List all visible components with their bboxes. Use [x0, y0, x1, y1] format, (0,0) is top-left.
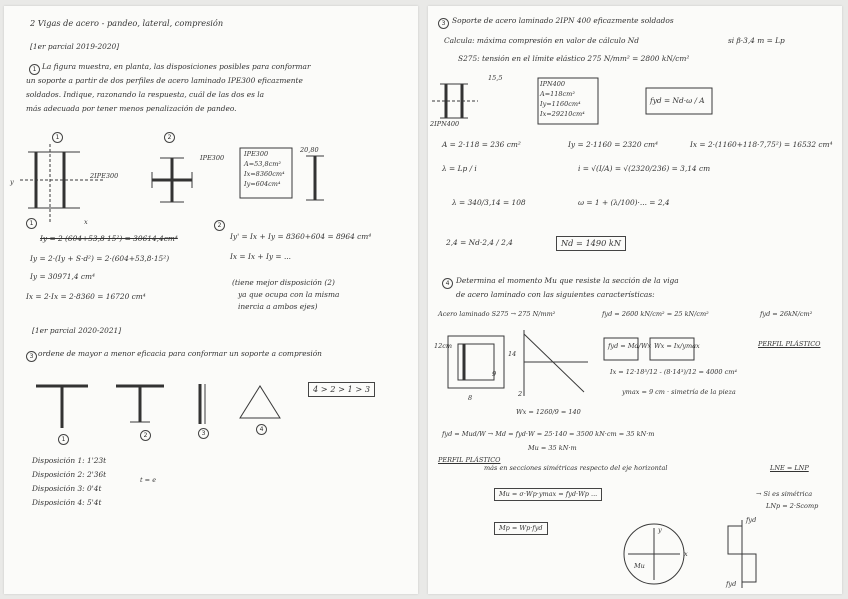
- calc-area: A = 2·118 = 236 cm²: [442, 140, 521, 149]
- ipe-table-row-2: A=53,8cm²: [244, 160, 282, 168]
- ipn-table-row-4: Ix=29210cm⁴: [540, 110, 585, 118]
- calc1-line-3: Ix = 2·Ix = 2·8360 = 16720 cm⁴: [26, 292, 146, 301]
- q4-title-1: Determina el momento Mu que resiste la sección de la viga: [456, 276, 679, 285]
- ipn-dims: 15,5: [488, 74, 503, 82]
- q4-title-2: de acero laminado con las siguientes características:: [456, 290, 655, 299]
- right-q3-line-2-extra: si β·3,4 m = Lp: [728, 36, 785, 45]
- wp-box: Mp = Wp·fyd: [494, 522, 548, 535]
- fig-y-axis-label: y: [10, 178, 14, 186]
- q3-number: 3: [26, 351, 37, 362]
- q1-line-4: más adecuada por tener menos penalización de pandeo.: [26, 104, 237, 113]
- q3-label-3: 3: [198, 428, 209, 439]
- stress-label-bottom: fyd: [726, 580, 737, 588]
- ipn-profile-label: 2IPN400: [430, 120, 460, 128]
- ipn-table-row-2: A=118cm²: [540, 90, 575, 98]
- circle-x-label: x: [684, 550, 688, 558]
- fig1-label: 1: [52, 132, 63, 143]
- disposition-4: Disposición 4: 5'4t: [32, 498, 102, 507]
- q1-line-2: un soporte a partir de dos perfiles de acero laminado IPE300 eficazmente: [26, 76, 303, 85]
- fig1-profile: 2IPE300: [90, 172, 119, 180]
- plastic-diagram: [428, 514, 842, 594]
- ipe-table-row-1: IPE300: [244, 150, 269, 158]
- q4-formula-1: fyd = Md/Wx: [608, 342, 652, 350]
- calc2-marker: 2: [214, 220, 225, 231]
- calc2-line-2: Ix = Ix + Iy = ...: [230, 252, 291, 261]
- section-dim-inner: 14: [508, 350, 517, 358]
- right-q3-title: Soporte de acero laminado 2IPN 400 eficazmente soldados: [452, 16, 674, 25]
- nd-result: Nd = 1490 kN: [556, 236, 626, 251]
- calc1-crossed: Iy = 2·(604+53,8·15²) = 30614,4cm⁴: [40, 234, 178, 243]
- q4-ymax: ymax = 9 cm · simetría de la pieza: [622, 388, 736, 396]
- section-dim-thk: 2: [518, 390, 523, 398]
- conclusion-line-1: (tiene mejor disposición (2): [232, 278, 335, 287]
- calc-slenderness: λ = Lp / i: [442, 164, 477, 173]
- q4-number: 4: [442, 278, 453, 289]
- plastic-label: PERFIL PLÁSTICO: [758, 340, 821, 348]
- fig2-profile: IPE300: [200, 154, 225, 162]
- disposition-1: Disposición 1: 1'23t: [32, 456, 107, 465]
- ipe-dims: 20,80: [300, 146, 319, 154]
- q3-ranking: 4 > 2 > 1 > 3: [308, 382, 375, 397]
- plastic-box: Mu = σ·Wp·ymax = fyd·Wp ...: [494, 488, 602, 501]
- calc1-marker: 1: [26, 218, 37, 229]
- circle-mu-label: Mu: [634, 562, 645, 570]
- q1-line-3: soldados. Indique, razonando la respuesta, cuál de las dos es la: [26, 90, 265, 99]
- left-title: 2 Vigas de acero - pandeo, lateral, compresión: [30, 18, 224, 28]
- disposition-3: Disposición 3: 0'4t: [32, 484, 102, 493]
- circle-y-label: y: [658, 526, 662, 534]
- plastic-axis: LNE = LNP: [770, 464, 809, 472]
- q4-mu-result: Mu = 35 kN·m: [528, 444, 577, 452]
- q3-label-2: 2: [140, 430, 151, 441]
- conclusion-line-2: ya que ocupa con la misma: [238, 290, 340, 299]
- disposition-2: Disposición 2: 2'36t: [32, 470, 107, 479]
- section-dim-ymax: 9: [492, 370, 497, 378]
- fig-x-axis-label: x: [84, 218, 88, 226]
- plastic-note: más en secciones simétricas respecto del eje horizontal: [484, 464, 668, 472]
- q1-line-1: La figura muestra, en planta, las disposiciones posibles para conformar: [42, 62, 311, 71]
- fig2-label: 2: [164, 132, 175, 143]
- q3-right-marker: 3: [438, 18, 449, 29]
- ipn-table-row-1: IPN400: [540, 80, 566, 88]
- plastic-side: → Si es simétrica: [756, 490, 813, 498]
- calc2-line-1: Iy' = Ix + Iy = 8360+604 = 8964 cm⁴: [230, 232, 372, 241]
- section-dim-width: 8: [468, 394, 473, 402]
- partial-header-2019: [1er parcial 2019-2020]: [30, 42, 120, 51]
- left-notebook-page: [4, 6, 418, 594]
- q1-number: 1: [29, 64, 40, 75]
- q4-line-3: Acero laminado S275 → 275 N/mm²: [438, 310, 556, 318]
- calc-lambda: λ = 340/3,14 = 108: [452, 198, 526, 207]
- right-notebook-page: [428, 6, 842, 594]
- legend-note: t = e: [140, 476, 157, 484]
- calc1-line-1: Iy = 2·(Iy + S·d²) = 2·(604+53,8·15²): [30, 254, 170, 263]
- calc-nd-eq: 2,4 = Nd·2,4 / 2,4: [446, 238, 513, 247]
- q4-fyd-2: fyd = 26kN/cm²: [760, 310, 813, 318]
- q3-label-4: 4: [256, 424, 267, 435]
- q3-text: ordene de mayor a menor eficacia para conformar un soporte a compresión: [38, 349, 322, 358]
- calc-omega: ω = 1 + (λ/100)·... = 2,4: [578, 198, 670, 207]
- q3-label-1: 1: [58, 434, 69, 445]
- right-q3-line-2: Calcula: máxima compresión en valor de cálculo Nd: [444, 36, 639, 45]
- plastic-side-2: LNp = 2·Scomp: [766, 502, 819, 510]
- stress-label-top: fyd: [746, 516, 757, 524]
- calc-iy: Iy = 2·1160 = 2320 cm⁴: [568, 140, 659, 149]
- section-dim-height: 12cm: [434, 342, 453, 350]
- q4-wx-calc: Wx = 1260/9 = 140: [516, 408, 581, 416]
- conclusion-line-3: inercia a ambos ejes): [238, 302, 318, 311]
- calc-radius: i = √(I/A) = √(2320/236) = 3,14 cm: [578, 164, 711, 173]
- ipe-table-row-3: Ix=8360cm⁴: [244, 170, 285, 178]
- right-q3-line-3: S275: tensión en el límite elástico 275 N/mm² = 2800 kN/cm²: [458, 54, 690, 63]
- q4-formula-2: Wx = Ix/ymax: [654, 342, 700, 350]
- ipn-table-row-3: Iy=1160cm⁴: [540, 100, 581, 108]
- partial-header-2020: [1er parcial 2020-2021]: [32, 326, 122, 335]
- q4-fyd: fyd = 2600 kN/cm² = 25 kN/cm²: [602, 310, 709, 318]
- q4-stress-calc: fyd = Mud/W → Md = fyd·W = 25·140 = 3500 kN·cm = 35 kN·m: [442, 430, 655, 438]
- q4-ix-calc: Ix = 12·18³/12 - (8·14³)/12 = 4000 cm⁴: [610, 368, 738, 376]
- calc-ix: Ix = 2·(1160+118·7,75²) = 16532 cm⁴: [690, 140, 833, 149]
- fyd-formula: fyd = Nd·ω / A: [650, 96, 705, 105]
- ipe-table-row-4: Iy=604cm⁴: [244, 180, 281, 188]
- plastic-note-header: PERFIL PLÁSTICO: [438, 456, 501, 464]
- calc1-line-2: Iy = 30971,4 cm⁴: [30, 272, 96, 281]
